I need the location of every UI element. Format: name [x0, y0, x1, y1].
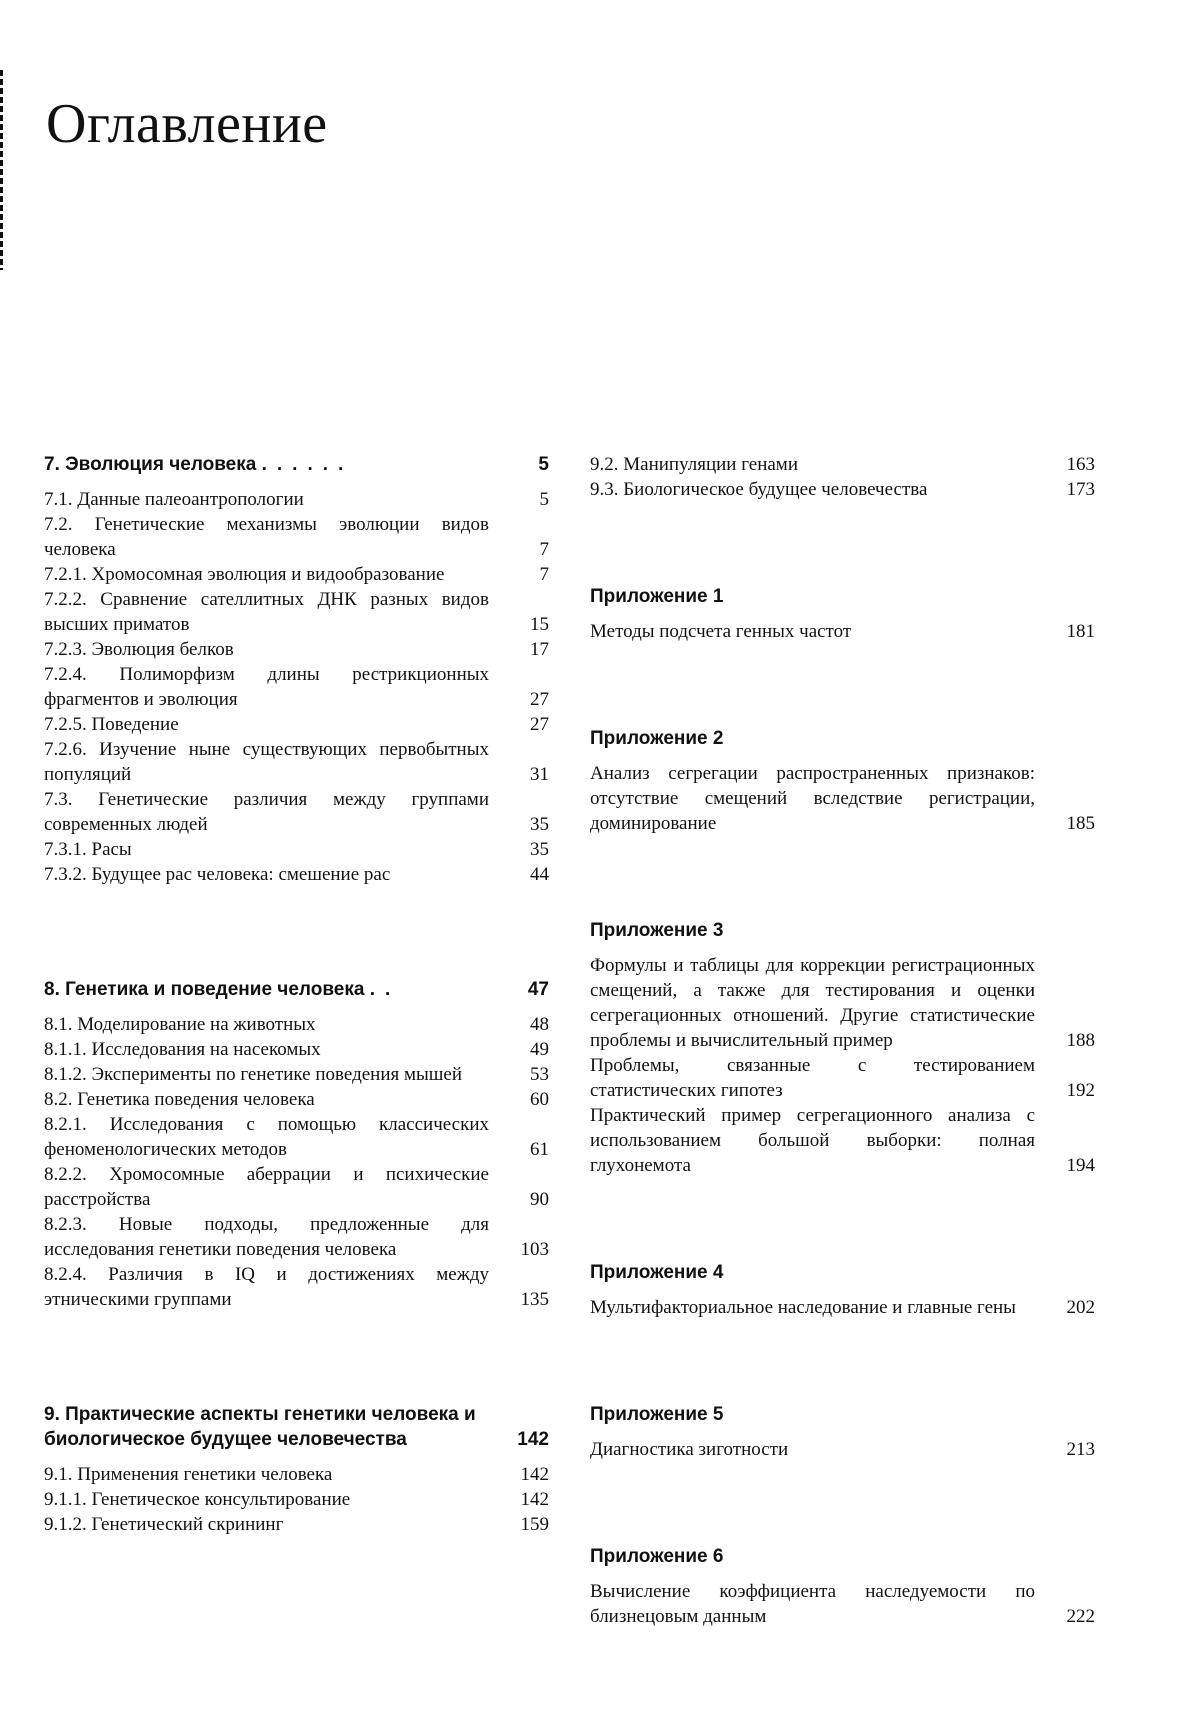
- entry-text: 7.2.2. Сравнение сателлитных ДНК разных видов высших приматов: [44, 589, 489, 635]
- page-number: 192: [1066, 1080, 1095, 1101]
- entry-text: 9.1.2. Генетический скрининг: [44, 1514, 284, 1535]
- toc-entry[interactable]: [590, 761, 1095, 836]
- page-number: 60: [530, 1089, 549, 1110]
- toc-entry[interactable]: [44, 1487, 549, 1512]
- toc-entry[interactable]: [590, 1579, 1095, 1629]
- toc-entry[interactable]: [44, 512, 549, 562]
- toc-entry[interactable]: [44, 1462, 549, 1487]
- entry-text: Мультифакториальное наследование и главные гены: [590, 1297, 1016, 1318]
- page-number: 15: [530, 614, 549, 635]
- page-number: 142: [520, 1489, 549, 1510]
- page-number: 159: [520, 1514, 549, 1535]
- page-number: 17: [530, 639, 549, 660]
- page-number: 47: [527, 979, 549, 1000]
- page-number: 44: [530, 864, 549, 885]
- toc-entry[interactable]: [590, 1103, 1095, 1178]
- page-number: 142: [520, 1464, 549, 1485]
- entry-text: 9.3. Биологическое будущее человечества: [590, 479, 928, 500]
- page-number: 7: [539, 564, 549, 585]
- entry-text: 7.3. Генетические различия между группами современных людей: [44, 789, 489, 835]
- appendix-heading[interactable]: Приложение 3: [590, 920, 724, 941]
- page-number: 194: [1066, 1155, 1095, 1176]
- toc-entry[interactable]: [44, 712, 549, 737]
- appendix-heading[interactable]: Приложение 2: [590, 728, 724, 749]
- toc-entry[interactable]: [590, 953, 1095, 1053]
- entry-text: 8.2. Генетика поведения человека: [44, 1089, 315, 1110]
- toc-right-column: [590, 452, 1095, 1629]
- toc-entry[interactable]: [44, 1037, 549, 1062]
- entry-text: Практический пример сегрегационного анализа с использованием большой выборки: полная глухонемота: [590, 1105, 1035, 1176]
- entry-text: 8.2.1. Исследования с помощью классических феноменологических методов: [44, 1114, 489, 1160]
- page-number: 53: [530, 1064, 549, 1085]
- toc-entry[interactable]: [44, 1112, 549, 1162]
- page-number: 35: [530, 814, 549, 835]
- page-number: 27: [530, 714, 549, 735]
- toc-entry[interactable]: [44, 837, 549, 862]
- page-number: 90: [530, 1189, 549, 1210]
- entry-text: 9.1.1. Генетическое консультирование: [44, 1489, 351, 1510]
- appendix-heading[interactable]: Приложение 5: [590, 1404, 724, 1425]
- toc-entry[interactable]: [590, 1053, 1095, 1103]
- page-number: 61: [530, 1139, 549, 1160]
- entry-text: 7.2.4. Полиморфизм длины рестрикционных фрагментов и эволюция: [44, 664, 489, 710]
- toc-entry[interactable]: [590, 452, 1095, 477]
- toc-entry[interactable]: [590, 619, 1095, 644]
- page-number: 213: [1066, 1439, 1095, 1460]
- page-number: 103: [520, 1239, 549, 1260]
- toc-entry[interactable]: [44, 737, 549, 787]
- entry-text: Методы подсчета генных частот: [590, 621, 852, 642]
- entry-text: 8.2.2. Хромосомные аберрации и психические расстройства: [44, 1164, 489, 1210]
- appendix-heading[interactable]: Приложение 6: [590, 1546, 724, 1567]
- entry-text: 8.1.1. Исследования на насекомых: [44, 1039, 321, 1060]
- entry-text: 7.2.1. Хромосомная эволюция и видообразование: [44, 564, 445, 585]
- page-number: 188: [1066, 1030, 1095, 1051]
- page-title: Оглавление: [46, 93, 328, 155]
- page-number: 173: [1066, 479, 1095, 500]
- chapter-heading[interactable]: 9. Практические аспекты генетики человека и биологическое будущее человечества 142: [44, 1404, 549, 1450]
- entry-text: Анализ сегрегации распространенных признаков: отсутствие смещений вследствие регистрации, доминирование: [590, 763, 1035, 834]
- entry-text: 7.2.3. Эволюция белков: [44, 639, 234, 660]
- toc-entry[interactable]: [44, 662, 549, 712]
- page-number: 35: [530, 839, 549, 860]
- page-number: 5: [538, 454, 549, 475]
- toc-entry[interactable]: [44, 587, 549, 637]
- toc-entry[interactable]: [44, 1212, 549, 1262]
- entry-text: 8.2.3. Новые подходы, предложенные для исследования генетики поведения человека: [44, 1214, 489, 1260]
- page-number: 135: [520, 1289, 549, 1310]
- chapter-heading[interactable]: 7. Эволюция человека ...... 5: [44, 454, 549, 475]
- entry-text: Формулы и таблицы для коррекции регистрационных смещений, а также для тестирования и оценки сегрегационных отношений. Другие статистические проблемы и вычислительный пример: [590, 955, 1035, 1051]
- scan-edge-mark: [0, 70, 3, 270]
- toc-entry[interactable]: [44, 1087, 549, 1112]
- toc-entry[interactable]: [44, 1262, 549, 1312]
- entry-text: Диагностика зиготности: [590, 1439, 789, 1460]
- entry-text: 7.2. Генетические механизмы эволюции видов человека: [44, 514, 489, 560]
- leader-dots: ..: [369, 979, 401, 1000]
- toc-entry[interactable]: [44, 862, 549, 887]
- toc-entry[interactable]: [590, 1437, 1095, 1462]
- entry-text: Вычисление коэффициента наследуемости по близнецовым данным: [590, 1581, 1035, 1627]
- page-number: 5: [539, 489, 549, 510]
- appendix-heading[interactable]: Приложение 1: [590, 586, 724, 607]
- entry-text: 9.2. Манипуляции генами: [590, 454, 798, 475]
- page-number: 222: [1066, 1606, 1095, 1627]
- toc-entry[interactable]: [44, 1062, 549, 1087]
- entry-text: 7.3.1. Расы: [44, 839, 132, 860]
- entry-text: 8.2.4. Различия в IQ и достижениях между этническими группами: [44, 1264, 489, 1310]
- toc-entry[interactable]: [44, 787, 549, 837]
- page-number: 181: [1066, 621, 1095, 642]
- toc-entry[interactable]: [590, 1295, 1095, 1320]
- entry-text: 7.2.6. Изучение ныне существующих первобытных популяций: [44, 739, 489, 785]
- page-number: 7: [539, 539, 549, 560]
- toc-entry[interactable]: [44, 1012, 549, 1037]
- entry-text: 7.2.5. Поведение: [44, 714, 179, 735]
- entry-text: 7.1. Данные палеоантропологии: [44, 489, 304, 510]
- entry-text: 8.1.2. Эксперименты по генетике поведения мышей: [44, 1064, 463, 1085]
- page-number: 142: [517, 1429, 549, 1450]
- page-number: 48: [530, 1014, 549, 1035]
- page-number: 202: [1066, 1297, 1095, 1318]
- toc-entry[interactable]: [44, 487, 549, 512]
- toc-entry[interactable]: [44, 562, 549, 587]
- toc-entry[interactable]: [44, 637, 549, 662]
- page-number: 49: [530, 1039, 549, 1060]
- entry-text: 7.3.2. Будущее рас человека: смешение рас: [44, 864, 391, 885]
- page-number: 185: [1066, 813, 1095, 834]
- appendix-heading[interactable]: Приложение 4: [590, 1262, 724, 1283]
- entry-text: 8.1. Моделирование на животных: [44, 1014, 316, 1035]
- toc-left-column: [44, 452, 549, 1537]
- page-number: 163: [1066, 454, 1095, 475]
- page-number: 27: [530, 689, 549, 710]
- leader-dots: ......: [261, 454, 354, 475]
- toc-entry[interactable]: [590, 477, 1095, 502]
- toc-entry[interactable]: [44, 1512, 549, 1537]
- entry-text: 9.1. Применения генетики человека: [44, 1464, 333, 1485]
- entry-text: Проблемы, связанные с тестированием статистических гипотез: [590, 1055, 1035, 1101]
- page-number: 31: [530, 764, 549, 785]
- toc-entry[interactable]: [44, 1162, 549, 1212]
- chapter-heading[interactable]: 8. Генетика и поведение человека .. 47: [44, 979, 549, 1000]
